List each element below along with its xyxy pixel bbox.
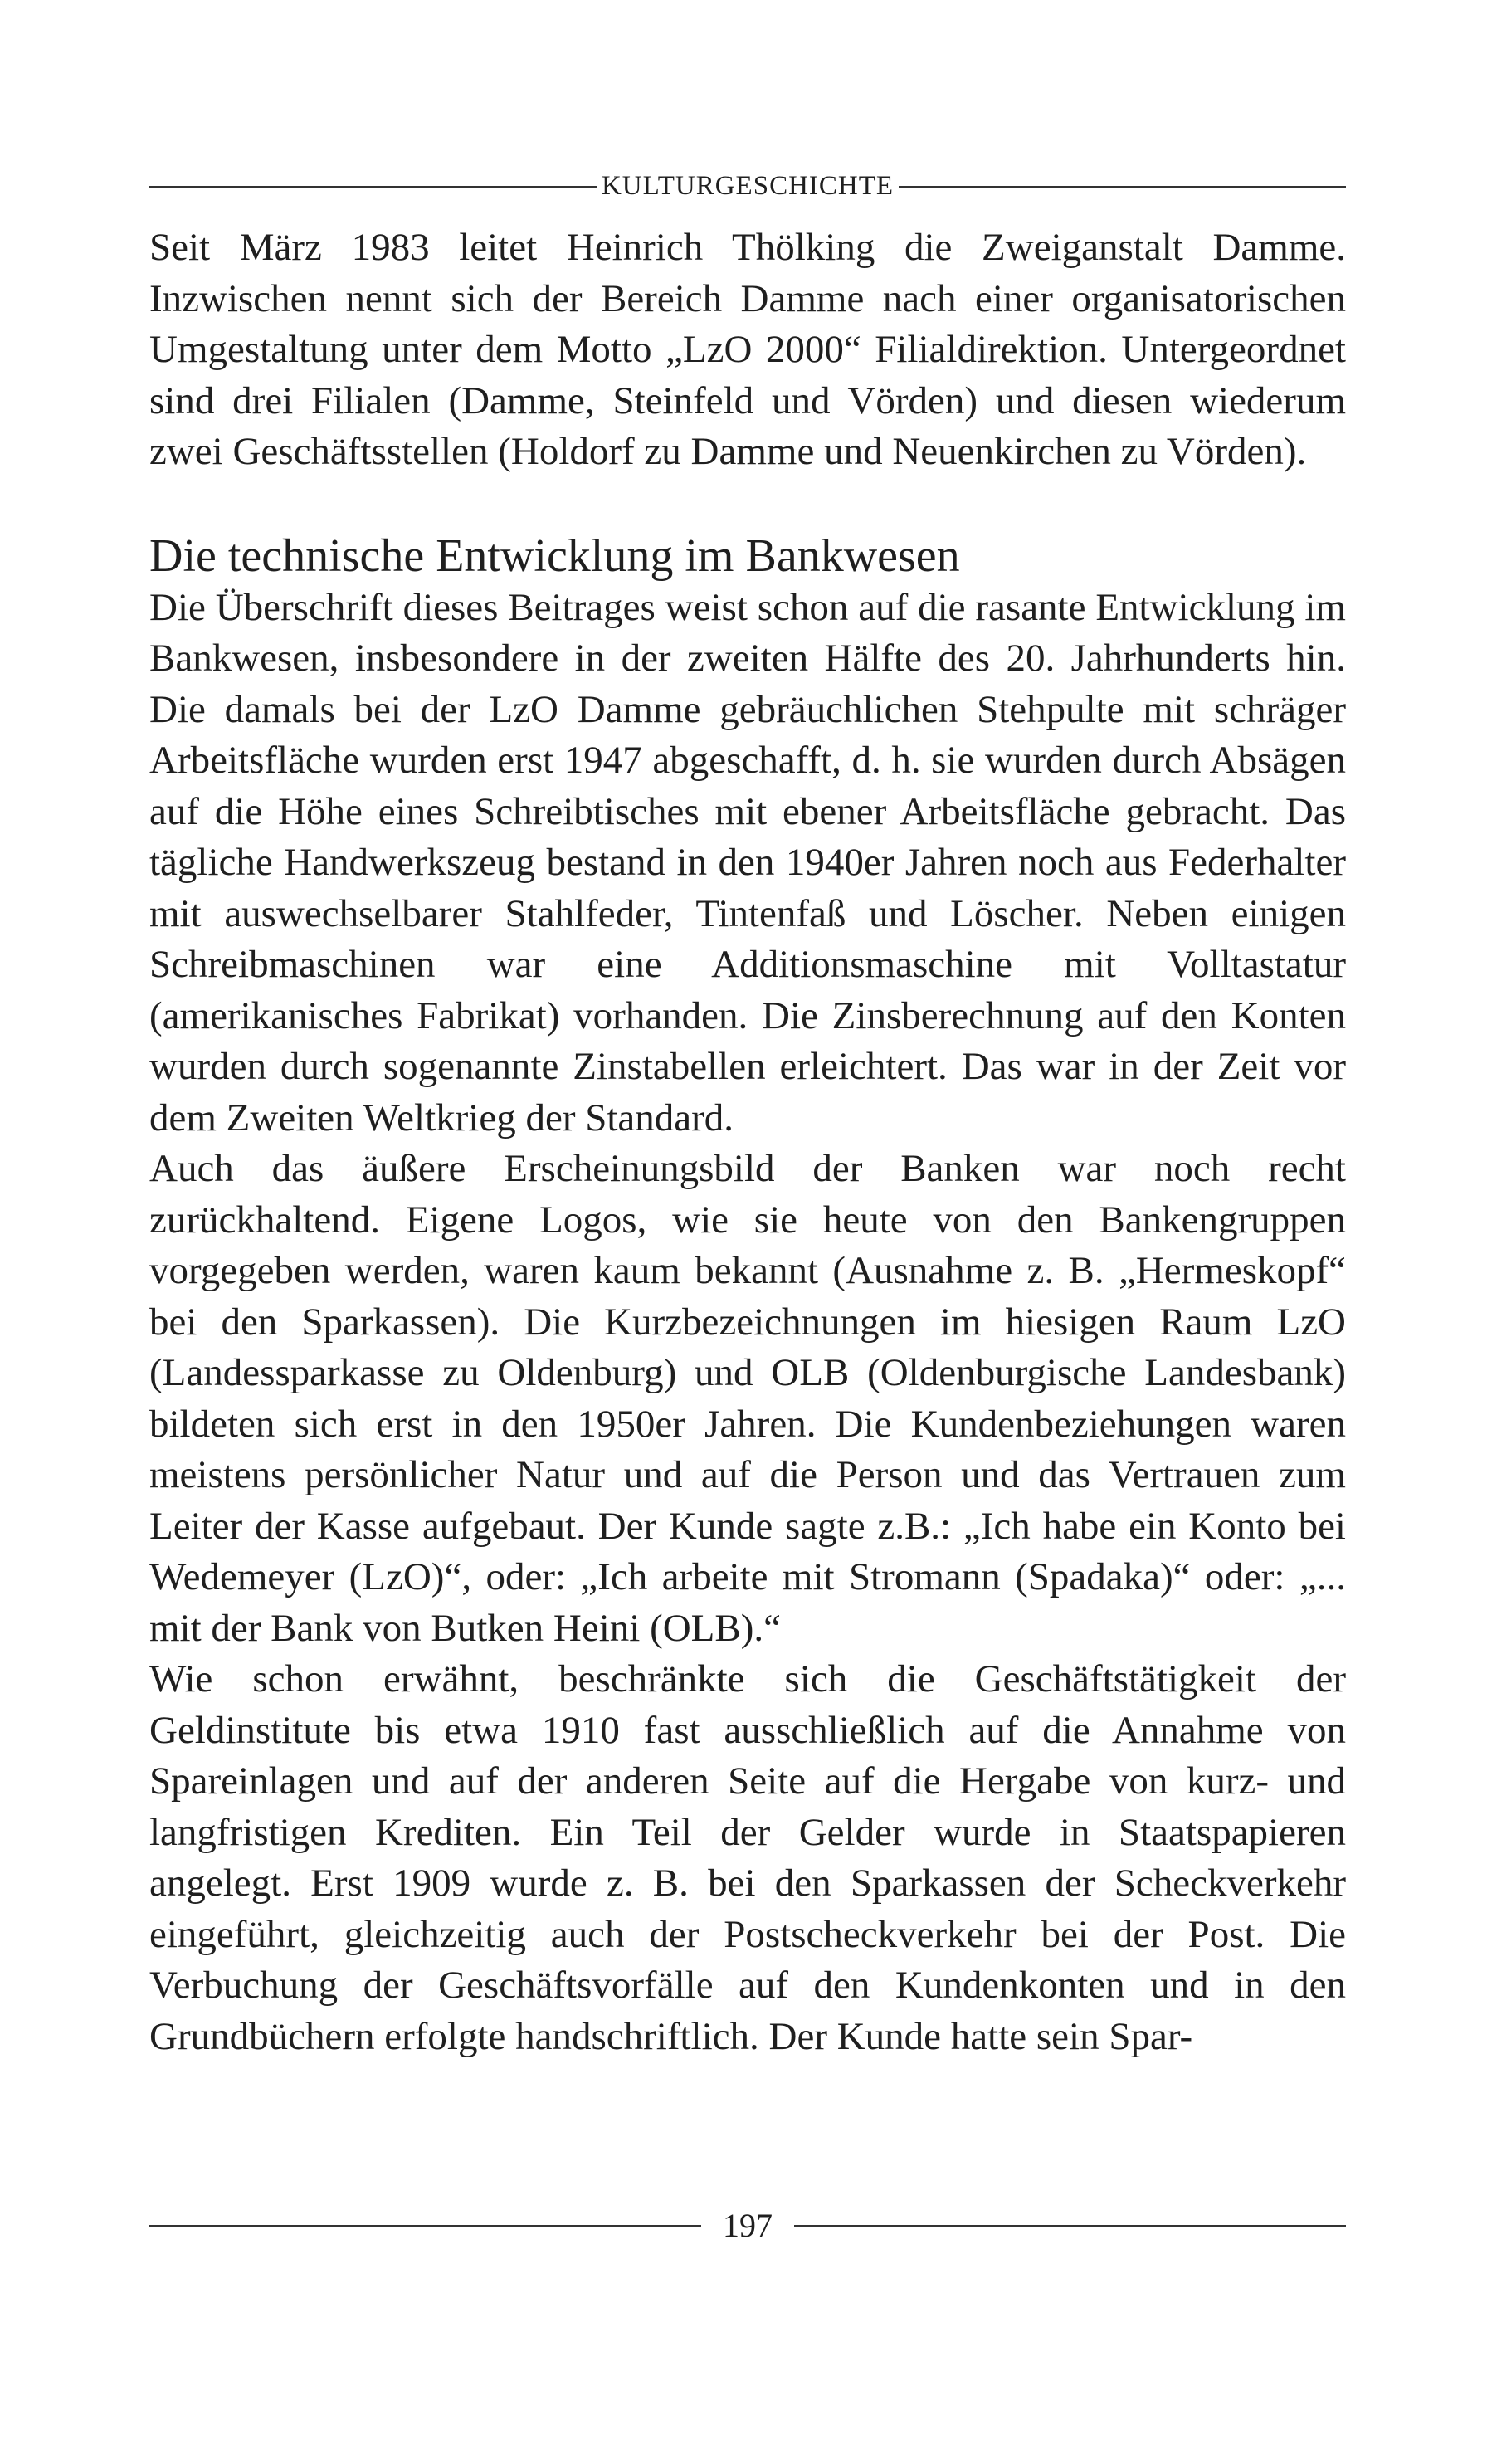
intro-paragraph: Seit März 1983 leitet Heinrich Thölking die Zweiganstalt Damme. Inzwischen nennt sich der Bereich Damme nach einer organisatorischen Umgestaltung unter dem Motto „LzO 2000“ Filialdirektion. Untergeordnet sind drei Filialen (Damme, Steinfeld und Vörden) und diesen wiederum zwei Geschäftsstellen (Holdorf zu Damme und Neuenkirchen zu Vörden). xyxy=(149,226,1346,473)
footer-rule-left xyxy=(149,2225,701,2227)
body-paragraph: Auch das äußere Erscheinungsbild der Banken war noch recht zurückhaltend. Eigene Logos, wie sie heute von den Bankengruppen vorgegeben werden, waren kaum bekannt (Ausnahme z. B. „Hermeskopf“ bei den Sparkassen). Die Kurzbezeichnungen im hiesigen Raum LzO (Landessparkasse zu Oldenburg) und OLB (Oldenburgische Landesbank) bildeten sich erst in den 1950er Jahren. Die Kundenbeziehungen waren meistens persönlicher Natur und auf die Person und das Vertrauen zum Leiter der Kasse aufgebaut. Der Kunde sagte z.B.: „Ich habe ein Konto bei Wedemeyer (LzO)“, oder: „Ich arbeite mit Stromann (Spadaka)“ oder: „... mit der Bank von Butken Heini (OLB).“ xyxy=(149,1147,1346,1650)
footer-rule-right xyxy=(794,2225,1346,2227)
running-title: KULTURGESCHICHTE xyxy=(601,171,895,201)
page-body xyxy=(149,222,1346,2062)
section-heading: Die technische Entwicklung im Bankwesen xyxy=(149,529,960,582)
page-number: 197 xyxy=(723,2207,773,2244)
page-footer xyxy=(149,2209,1346,2242)
body-paragraph: Wie schon erwähnt, beschränkte sich die Geschäftstätigkeit der Geldinstitute bis etwa 1910 fast ausschließlich auf die Annahme von Spareinlagen und auf der anderen Seite auf die Hergabe von kurz- und langfristigen Krediten. Ein Teil der Gelder wurde in Staatspapieren angelegt. Erst 1909 wurde z. B. bei den Sparkassen der Scheckverkehr eingeführt, gleichzeitig auch der Postscheckverkehr bei der Post. Die Verbuchung der Geschäftsvorfälle auf den Kundenkonten und in den Grundbüchern erfolgte handschriftlich. Der Kunde hatte sein Spar- xyxy=(149,1657,1346,2058)
body-paragraph: Die Überschrift dieses Beitrages weist schon auf die rasante Entwicklung im Bankwesen, insbesondere in der zweiten Hälfte des 20. Jahrhunderts hin. Die damals bei der LzO Damme gebräuchlichen Stehpulte mit schräger Arbeitsfläche wurden erst 1947 abgeschafft, d. h. sie wurden durch Absägen auf die Höhe eines Schreibtisches mit ebener Arbeitsfläche gebracht. Das tägliche Handwerkszeug bestand in den 1940er Jahren noch aus Federhalter mit auswechselbarer Stahlfeder, Tintenfaß und Löscher. Neben einigen Schreibmaschinen war eine Additionsmaschine mit Volltastatur (amerikanisches Fabrikat) vorhanden. Die Zinsberechnung auf den Konten wurden durch sogenannte Zinstabellen erleichtert. Das war in der Zeit vor dem Zweiten Weltkrieg der Standard. xyxy=(149,585,1346,1139)
header-rule-right xyxy=(899,186,1346,188)
running-header xyxy=(149,173,1346,200)
header-rule-left xyxy=(149,186,597,188)
